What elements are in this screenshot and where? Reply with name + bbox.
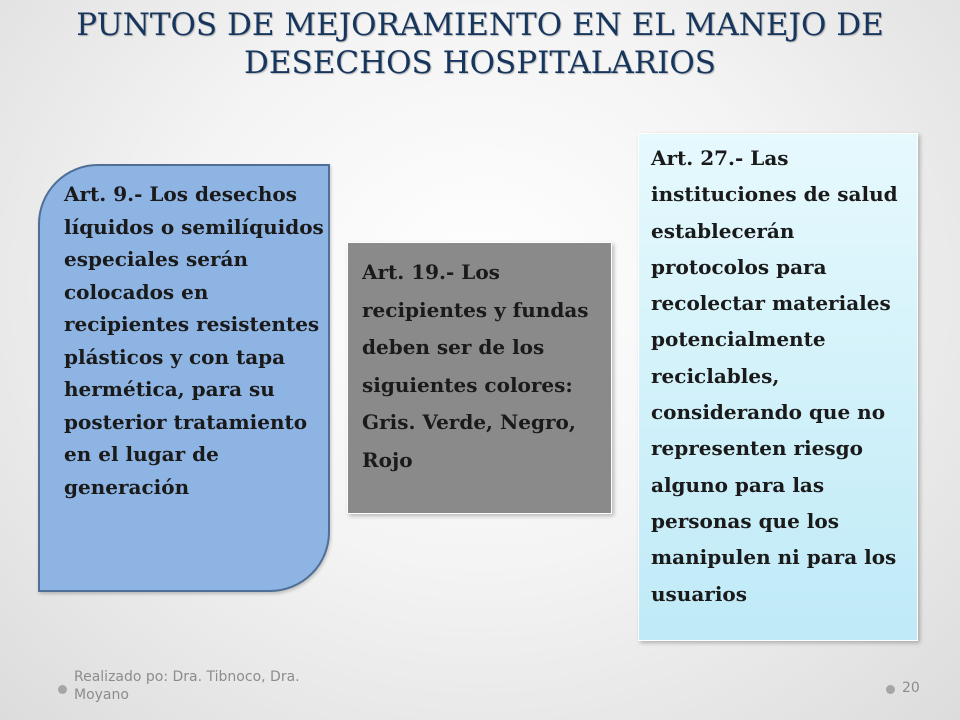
art-9-box: [38, 164, 330, 592]
page-number: 20: [902, 680, 920, 696]
art-9-text: Art. 9.- Los desechos líquidos o semilíquidos especiales serán colocados en recipientes resistentes plásticos y con tapa hermética, para su posterior tratamiento en el lugar de generación: [64, 182, 324, 499]
slide-title-line-1: PUNTOS DE MEJORAMIENTO EN EL MANEJO DE: [76, 7, 884, 43]
art-27-box: [638, 133, 918, 641]
art-19-colors-list: Gris. Verde, Negro, Rojo: [362, 410, 576, 472]
footer-bullet-left: [58, 685, 67, 694]
footer-bullet-right: [886, 685, 895, 694]
art-19-text: Art. 19.- Los recipientes y fundas deben ser de los siguientes colores:: [362, 260, 589, 397]
slide-title: [40, 6, 920, 82]
footer-author: Realizado po: Dra. Tibnoco, Dra. Moyano: [74, 669, 300, 703]
slide-title-line-2: DESECHOS HOSPITALARIOS: [244, 45, 716, 81]
art-19-box: [347, 242, 612, 514]
art-27-text: Art. 27.- Las instituciones de salud establecerán protocolos para recolectar materiales potencialmente reciclables, considerando que no representen riesgo alguno para las personas que los manipulen ni para los usuarios: [651, 146, 898, 606]
